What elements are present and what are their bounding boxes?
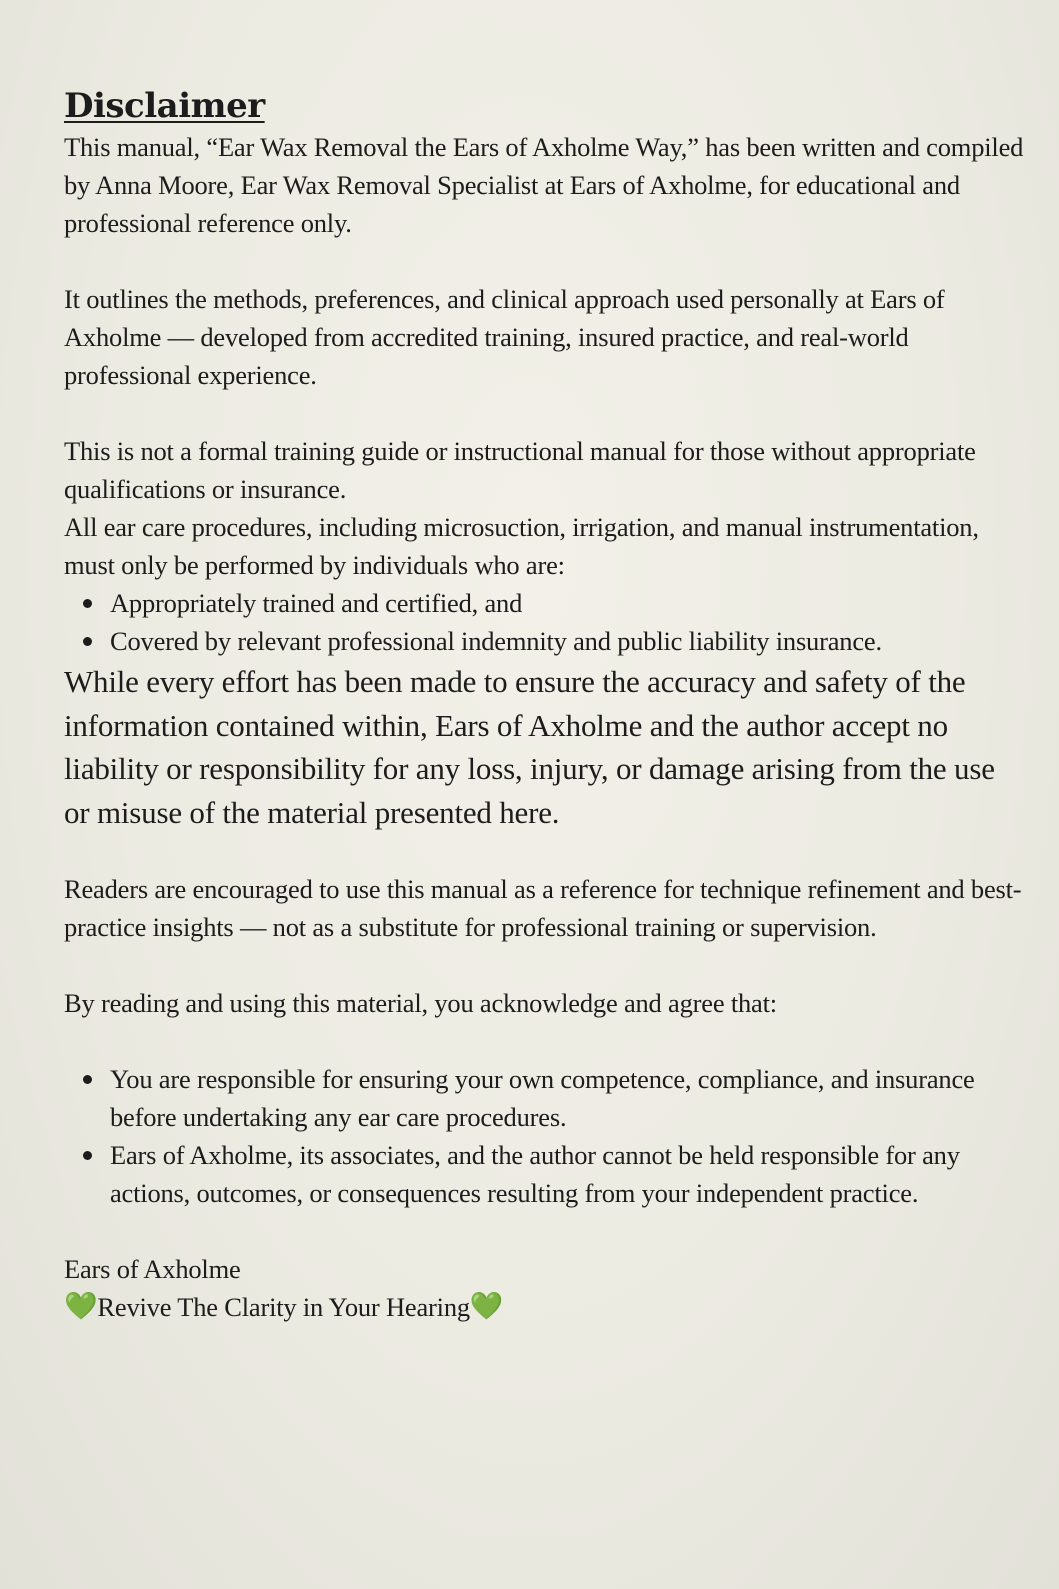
paragraph-spacer	[64, 394, 1024, 432]
paragraph-spacer	[64, 242, 1024, 280]
acknowledge-paragraph: By reading and using this material, you acknowledge and agree that:	[64, 988, 777, 1018]
paragraph-spacer	[64, 1212, 1024, 1250]
paragraph-spacer	[64, 1022, 1024, 1060]
list-item	[64, 1136, 1024, 1212]
bullet-icon	[83, 637, 92, 646]
page-title: Disclaimer	[64, 86, 265, 126]
list-item-text: Appropriately trained and certified, and	[110, 588, 523, 618]
list-item-text: Covered by relevant professional indemnity and public liability insurance.	[110, 626, 882, 656]
tagline: Revive The Clarity in Your Hearing	[97, 1292, 470, 1322]
bullet-icon	[83, 599, 92, 608]
bullet-icon	[83, 1151, 92, 1160]
list-item	[64, 1060, 1024, 1136]
list-item-text: Ears of Axholme, its associates, and the author cannot be held responsible for any actions, outcomes, or consequences resulting from your independent practice.	[110, 1140, 960, 1208]
requirements-list	[64, 584, 1024, 660]
bullet-icon	[83, 1075, 92, 1084]
liability-statement: While every effort has been made to ensure the accuracy and safety of the information contained within, Ears of Axholme and the author accept no liability or responsibility for any loss, injury, or damage arising from the use or misuse of the material presented here.	[64, 664, 995, 830]
list-item	[64, 622, 1024, 660]
business-name: Ears of Axholme	[64, 1254, 241, 1284]
procedures-paragraph: All ear care procedures, including microsuction, irrigation, and manual instrumentation, must only be performed by individuals who are:	[64, 512, 979, 580]
tagline-line	[64, 1288, 1024, 1326]
not-training-guide-paragraph: This is not a formal training guide or instructional manual for those without appropriate qualifications or insurance.	[64, 436, 976, 504]
readers-paragraph: Readers are encouraged to use this manual as a reference for technique refinement and best-practice insights — not as a substitute for professional training or supervision.	[64, 874, 1022, 942]
intro-paragraph: This manual, “Ear Wax Removal the Ears of Axholme Way,” has been written and compiled by Anna Moore, Ear Wax Removal Specialist at Ears of Axholme, for educational and professional reference only.	[64, 132, 1024, 238]
paragraph-spacer	[64, 834, 1024, 870]
list-item	[64, 584, 1024, 622]
list-item-text: You are responsible for ensuring your own competence, compliance, and insurance before undertaking any ear care procedures.	[110, 1064, 975, 1132]
green-heart-icon: 💚	[64, 1291, 98, 1322]
disclaimer-page	[64, 84, 1024, 1326]
paragraph-spacer	[64, 946, 1024, 984]
method-paragraph: It outlines the methods, preferences, and clinical approach used personally at Ears of Axholme — developed from accredited training, insured practice, and real-world professional experience.	[64, 284, 945, 390]
acknowledgements-list	[64, 1060, 1024, 1212]
green-heart-icon: 💚	[469, 1291, 504, 1322]
